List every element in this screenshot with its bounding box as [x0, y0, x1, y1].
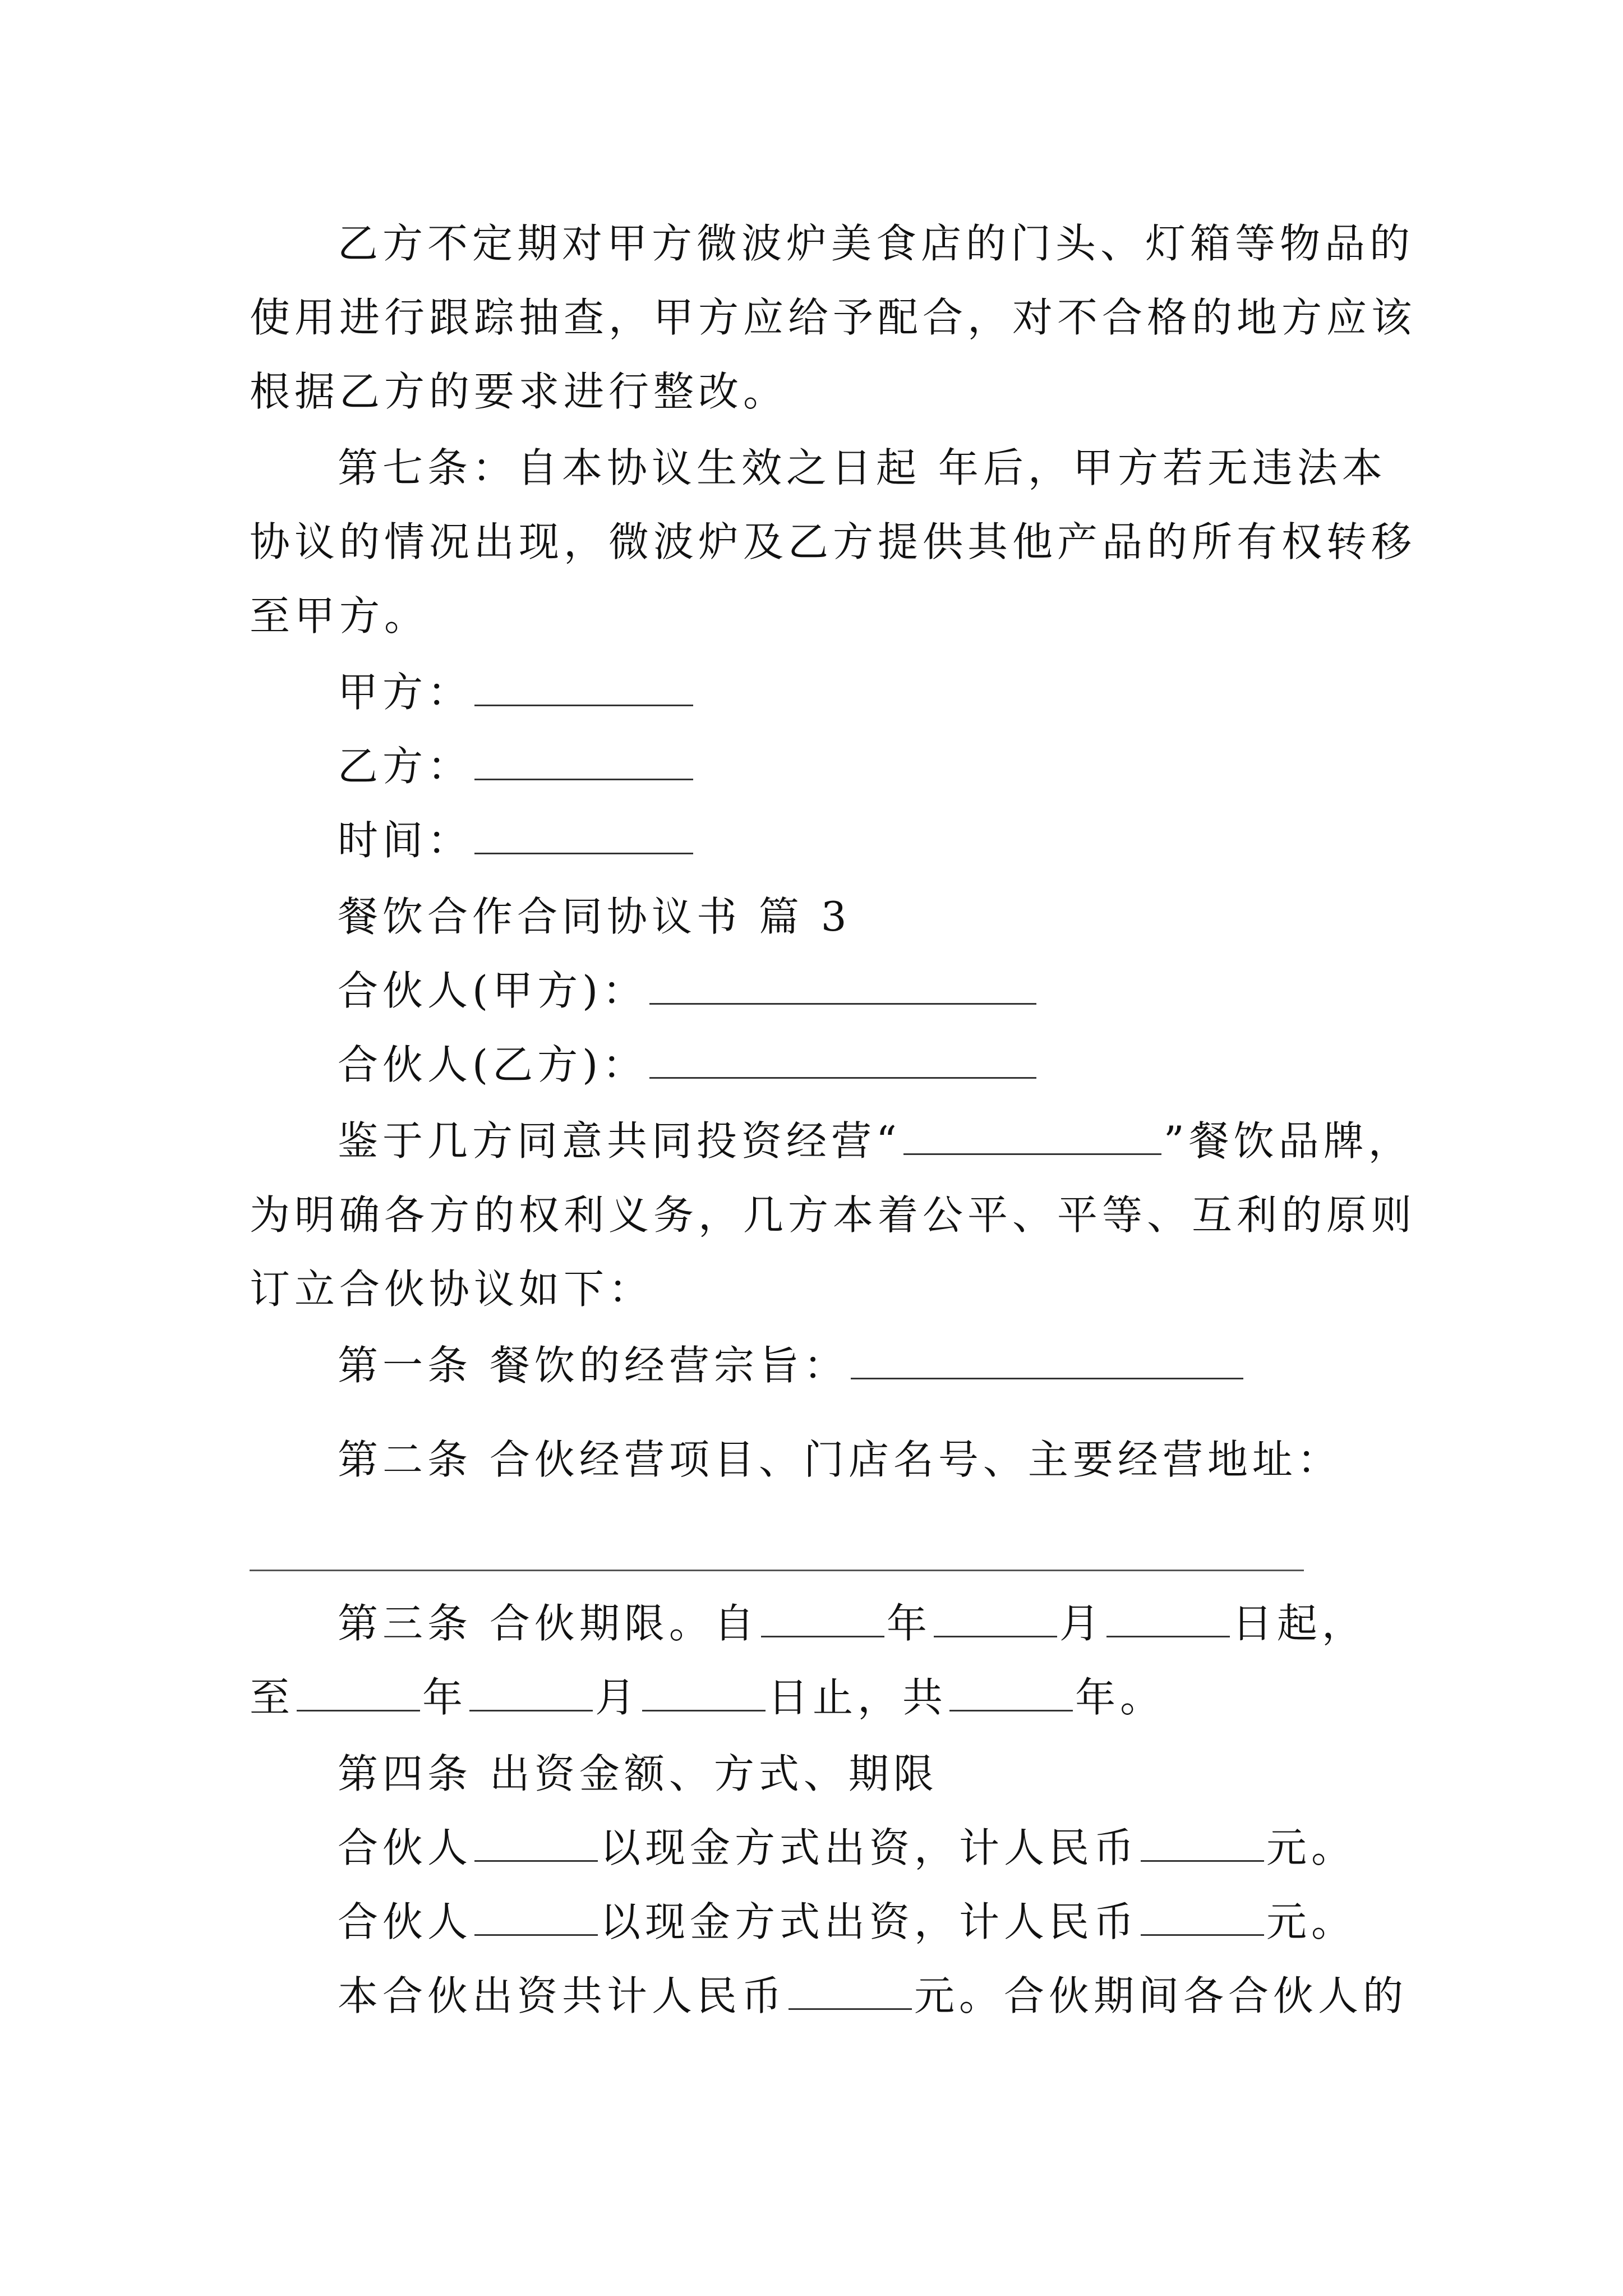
clause7-line-1: 第七条：自本协议生效之日起 年后，甲方若无违法本	[338, 444, 1387, 491]
signature-time-blank	[474, 822, 693, 854]
article-3-to: 至	[250, 1674, 295, 1721]
clause7-line-3: 至甲方。	[250, 592, 430, 639]
start-year-label: 年	[886, 1600, 932, 1647]
start-month-blank	[934, 1605, 1057, 1637]
clause6-line-1: 乙方不定期对甲方微波炉美食店的门头、灯箱等物品的	[338, 220, 1415, 267]
start-day-blank	[1106, 1605, 1230, 1637]
signature-time	[338, 817, 695, 864]
contribution-2-amount-blank	[1141, 1904, 1264, 1936]
clause6-line-2: 使用进行跟踪抽查，甲方应给予配合，对不合格的地方应该	[250, 294, 1417, 341]
contribution-1-partner: 合伙人	[338, 1824, 473, 1871]
preamble-line-1	[338, 1117, 1413, 1165]
contribution-2	[338, 1898, 1357, 1945]
article-3-line-2	[250, 1674, 1165, 1721]
end-month-blank	[469, 1680, 593, 1711]
start-year-blank	[761, 1605, 884, 1637]
preamble-line-1-end: ”餐饮品牌，	[1163, 1117, 1413, 1165]
end-year-label: 年	[422, 1674, 468, 1721]
contribution-1-unit: 元。	[1266, 1824, 1357, 1871]
signature-time-label: 时间：	[338, 817, 473, 864]
end-month-label: 月	[595, 1674, 640, 1721]
partner-a-blank	[649, 973, 1036, 1005]
clause6-line-3: 根据乙方的要求进行整改。	[250, 368, 789, 415]
preamble-line-1-start: 鉴于几方同意共同投资经营“	[338, 1117, 901, 1165]
preamble-line-2: 为明确各方的权利义务，几方本着公平、平等、互利的原则	[250, 1191, 1417, 1239]
contribution-1	[338, 1824, 1357, 1871]
clause7-line-2: 协议的情况出现，微波炉及乙方提供其他产品的所有权转移	[250, 518, 1417, 565]
total-years-label: 年。	[1075, 1674, 1165, 1721]
partner-b-line	[338, 1041, 1039, 1088]
section-title: 餐饮合作合同协议书 篇 3	[338, 893, 851, 940]
article-1	[338, 1342, 1246, 1389]
signature-party-a-label: 甲方：	[338, 669, 473, 716]
total-contribution-end: 元。合伙期间各合伙人的	[914, 1972, 1408, 2019]
brand-name-blank	[903, 1123, 1161, 1155]
contribution-1-method: 以现金方式出资，计人民币	[600, 1824, 1139, 1871]
contribution-2-unit: 元。	[1266, 1898, 1357, 1945]
signature-party-b-label: 乙方：	[338, 743, 473, 790]
signature-party-b-blank	[474, 748, 693, 780]
article-2-blank	[250, 1570, 1304, 1571]
signature-party-a	[338, 669, 695, 716]
partner-b-label: 合伙人(乙方)：	[338, 1041, 648, 1088]
total-years-blank	[949, 1680, 1073, 1711]
partner-a-line	[338, 967, 1039, 1014]
signature-party-b	[338, 743, 695, 790]
preamble-line-3: 订立合伙协议如下：	[250, 1266, 654, 1313]
article-4-title: 第四条 出资金额、方式、期限	[338, 1750, 938, 1797]
total-contribution-start: 本合伙出资共计人民币	[338, 1972, 787, 2019]
article-2: 第二条 合伙经营项目、门店名号、主要经营地址：	[338, 1436, 1342, 1483]
total-contribution	[338, 1972, 1408, 2019]
article-1-blank	[851, 1347, 1243, 1379]
start-day-label: 日起，	[1232, 1600, 1367, 1647]
end-year-blank	[297, 1680, 420, 1711]
end-day-blank	[642, 1680, 766, 1711]
article-3-line-1	[338, 1600, 1367, 1647]
contribution-1-name-blank	[474, 1830, 598, 1862]
total-amount-blank	[789, 1978, 912, 2010]
start-month-label: 月	[1059, 1600, 1104, 1647]
partner-a-label: 合伙人(甲方)：	[338, 967, 648, 1014]
contribution-1-amount-blank	[1141, 1830, 1264, 1862]
article-1-label: 第一条 餐饮的经营宗旨：	[338, 1342, 849, 1389]
contribution-2-name-blank	[474, 1904, 598, 1936]
signature-party-a-blank	[474, 674, 693, 706]
end-day-label: 日止，共	[768, 1674, 948, 1721]
partner-b-blank	[649, 1047, 1036, 1079]
contribution-2-partner: 合伙人	[338, 1898, 473, 1945]
article-3-start: 第三条 合伙期限。自	[338, 1600, 759, 1647]
contribution-2-method: 以现金方式出资，计人民币	[600, 1898, 1139, 1945]
